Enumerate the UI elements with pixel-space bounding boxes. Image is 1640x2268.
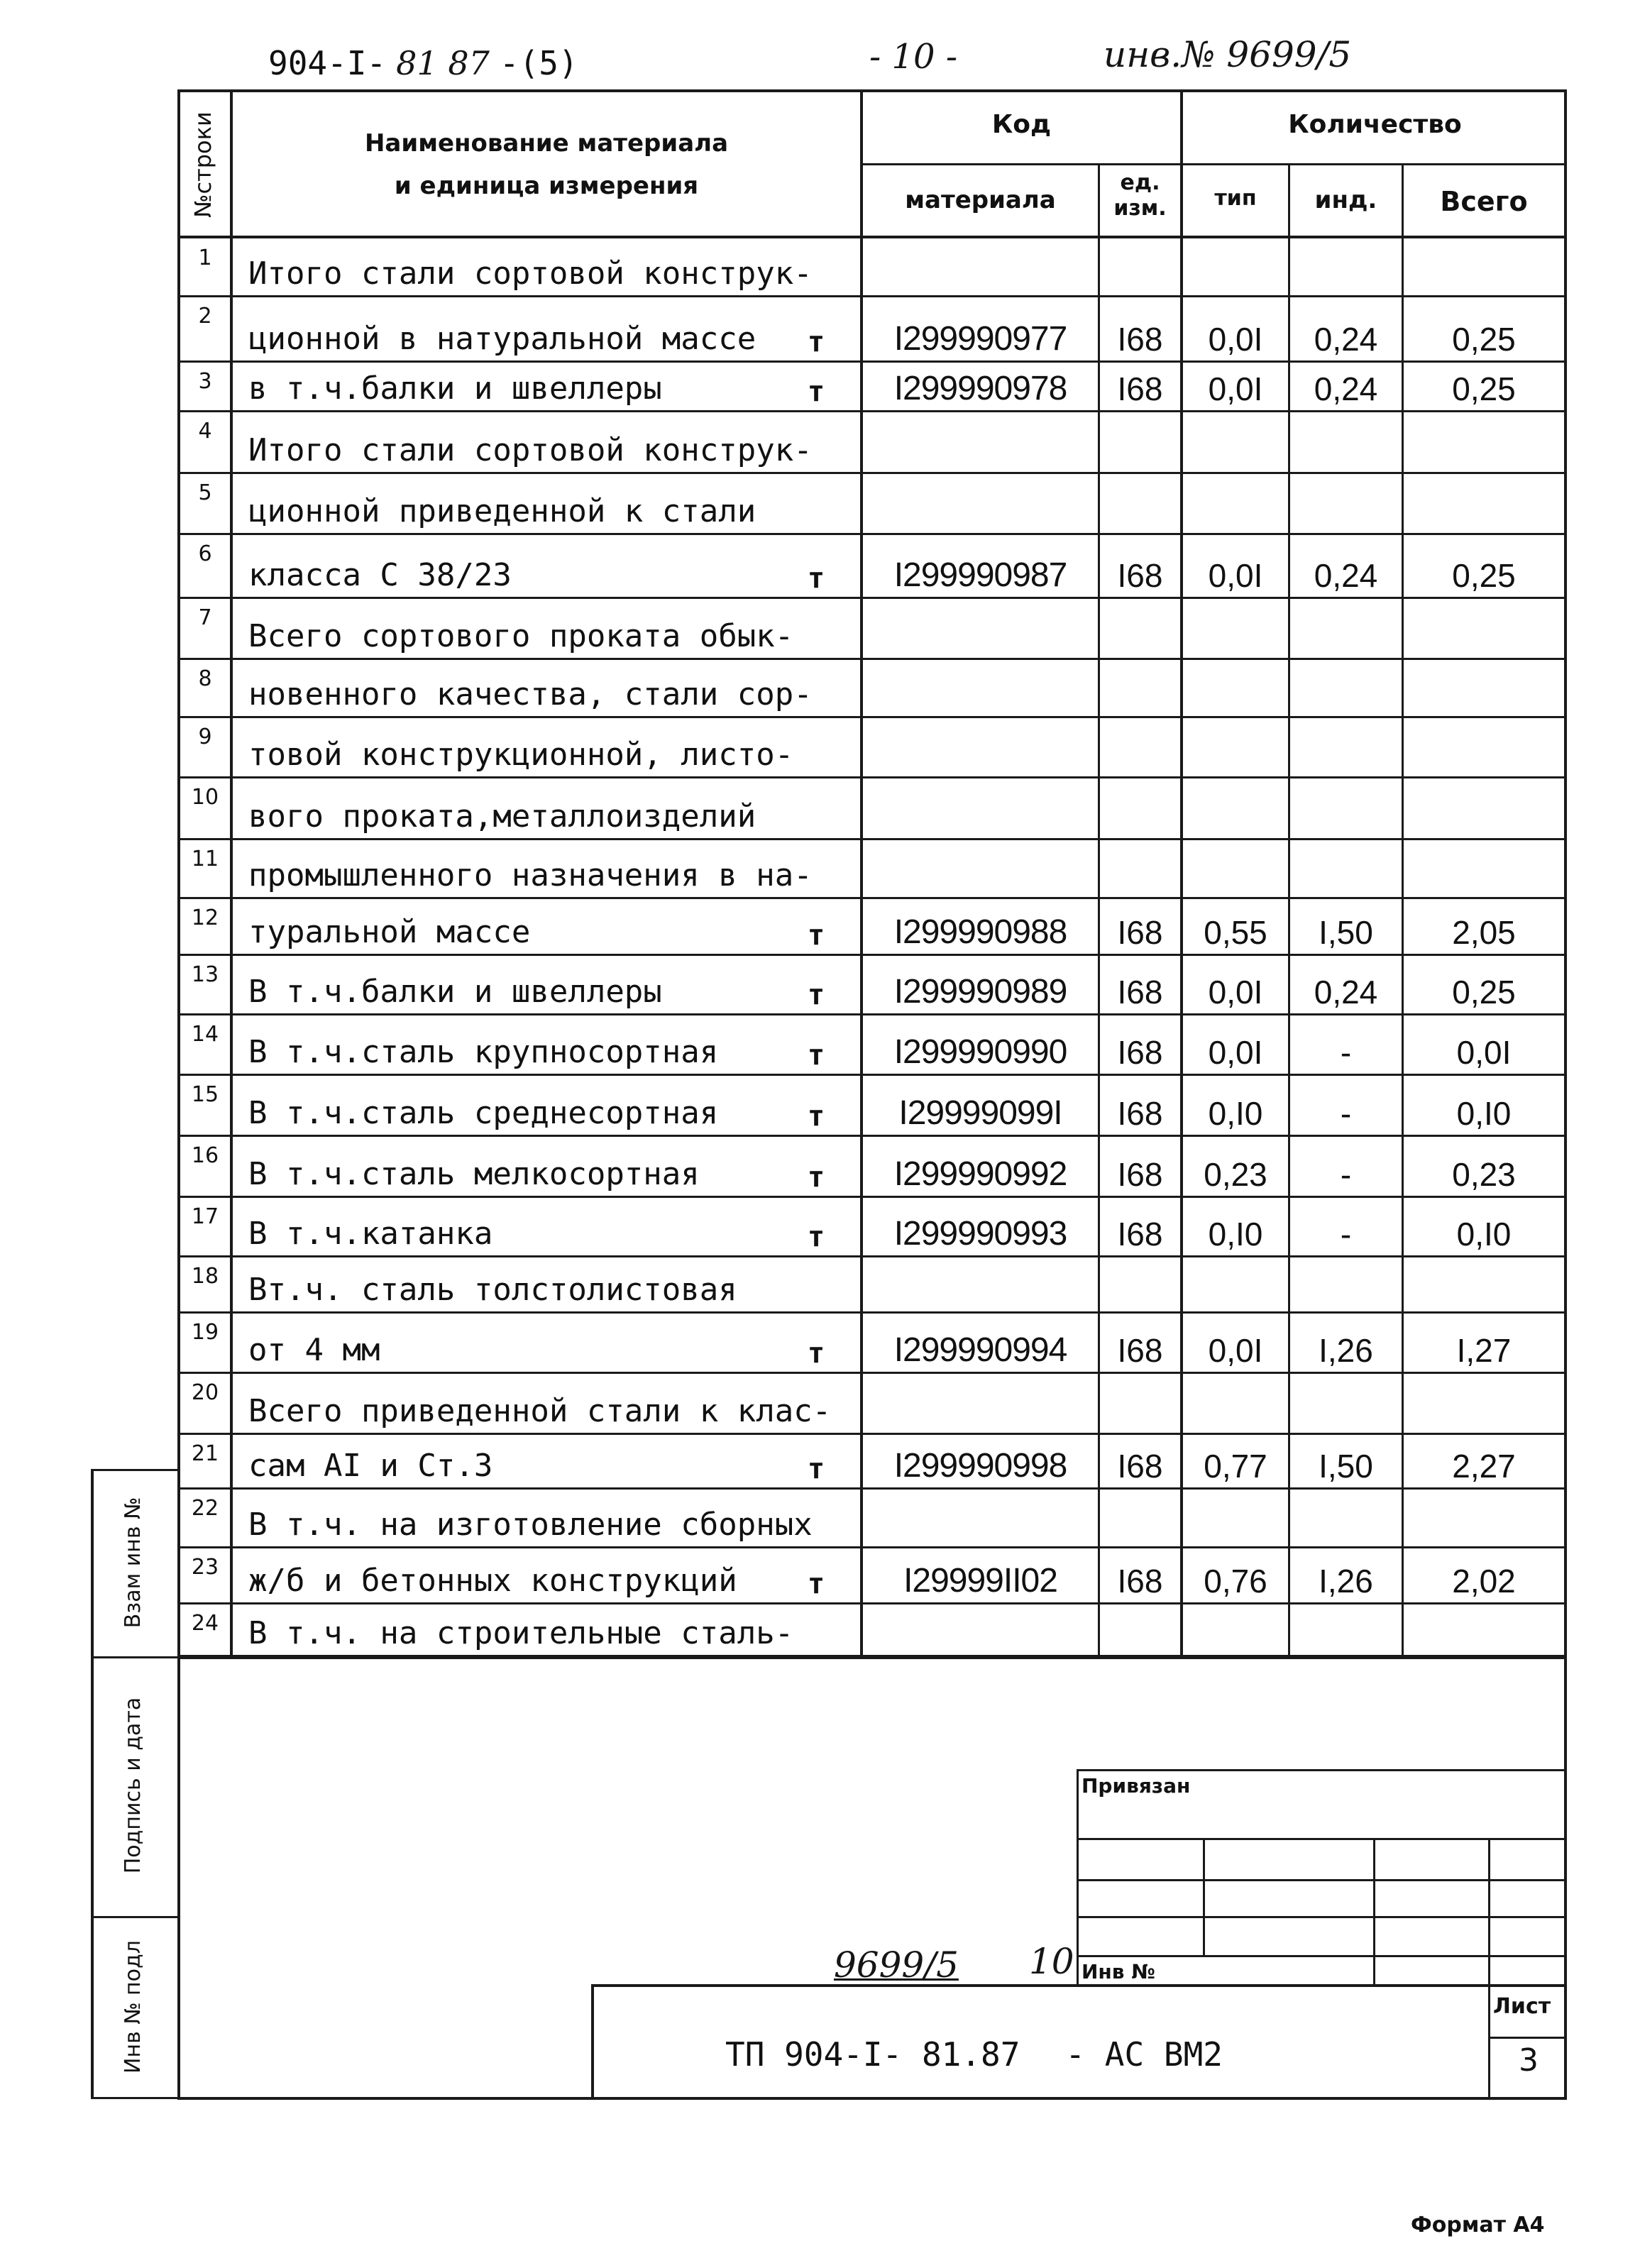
- row-tip: [1183, 431, 1288, 470]
- name-header-line2: и единица измерения: [394, 172, 699, 200]
- code-group-header: Код: [991, 110, 1052, 139]
- row-code: [863, 1392, 1098, 1431]
- replacement-inv-label: Взам инв №: [121, 1497, 145, 1629]
- row-ind: -: [1340, 1216, 1352, 1253]
- row-um: I68: [1117, 1563, 1163, 1600]
- row-code: I29999099I: [898, 1094, 1062, 1132]
- row-um: I68: [1117, 914, 1163, 951]
- row-ind: [1290, 1270, 1402, 1310]
- row-um: I68: [1117, 1095, 1163, 1132]
- row-um: I68: [1117, 1156, 1163, 1193]
- row-tip: [1183, 1614, 1288, 1653]
- row-ind: [1290, 797, 1402, 837]
- quantity-type-header: тип: [1214, 186, 1257, 211]
- row-unit: т: [807, 1337, 825, 1370]
- row-total: [1404, 1392, 1564, 1431]
- row-ind: 0,24: [1314, 974, 1378, 1011]
- row-name: В т.ч. на строительные сталь-: [248, 1615, 794, 1651]
- name-header-line1: Наименование материала: [364, 129, 729, 158]
- row-unit: т: [807, 326, 825, 358]
- row-number: 3: [198, 369, 212, 394]
- row-code: [863, 1614, 1098, 1653]
- row-name: ж/б и бетонных конструкций: [248, 1563, 737, 1599]
- doc-number: [268, 44, 578, 87]
- row-tip: [1183, 856, 1288, 896]
- row-um: I68: [1117, 1332, 1163, 1369]
- row-number: 22: [191, 1496, 219, 1521]
- row-name: Вт.ч. сталь толстолистовая: [248, 1272, 737, 1308]
- row-um: [1100, 1505, 1180, 1545]
- row-tip: [1183, 1505, 1288, 1545]
- row-tip: [1183, 617, 1288, 656]
- row-unit: т: [807, 1039, 825, 1072]
- row-ind: I,50: [1319, 1448, 1373, 1485]
- row-ind: [1290, 856, 1402, 896]
- row-ind: [1290, 617, 1402, 656]
- row-total: 0,25: [1452, 557, 1516, 594]
- row-name: ционной в натуральной массе: [248, 321, 756, 357]
- row-total: 2,05: [1452, 914, 1516, 951]
- document-code-suffix: - АС ВМ2: [1065, 2035, 1223, 2074]
- row-code: [863, 856, 1098, 896]
- row-unit: т: [807, 1453, 825, 1485]
- row-code: [863, 797, 1098, 837]
- sheet-number: 3: [1519, 2042, 1539, 2079]
- row-code: I299990977: [893, 320, 1067, 358]
- sheet-label: Лист: [1493, 1994, 1551, 2019]
- row-tip: [1183, 254, 1288, 294]
- row-tip: [1183, 735, 1288, 775]
- row-total: [1404, 431, 1564, 470]
- row-ind: -: [1340, 1156, 1352, 1193]
- row-name: В т.ч.сталь мелкосортная: [248, 1156, 700, 1192]
- row-ind: I,26: [1319, 1563, 1373, 1600]
- doc-number-suffix: -(5): [499, 44, 578, 82]
- row-name: В т.ч.сталь среднесортная: [248, 1095, 719, 1131]
- row-tip: 0,55: [1204, 914, 1267, 951]
- row-ind: I,50: [1319, 914, 1373, 951]
- row-ind: [1290, 735, 1402, 775]
- row-name: Итого стали сортовой конструк-: [248, 255, 813, 292]
- page-number: - 10 -: [869, 37, 958, 77]
- row-number: 23: [191, 1555, 219, 1580]
- row-ind: I,26: [1319, 1332, 1373, 1369]
- row-ind: [1290, 1614, 1402, 1653]
- row-unit: т: [807, 562, 825, 595]
- row-code: I299990994: [893, 1331, 1067, 1369]
- row-name: В т.ч.катанка: [248, 1216, 493, 1252]
- row-um: I68: [1117, 1034, 1163, 1071]
- row-um: [1100, 617, 1180, 656]
- row-number: 4: [198, 419, 212, 444]
- row-um: I68: [1117, 1448, 1163, 1485]
- row-code: [863, 254, 1098, 294]
- quantity-total-header: Всего: [1440, 186, 1528, 217]
- row-name: товой конструкционной, листо-: [248, 737, 794, 773]
- document-code: [725, 2035, 1223, 2074]
- row-tip: 0,0I: [1208, 370, 1263, 407]
- row-number: 14: [191, 1022, 219, 1047]
- row-total: 2,27: [1452, 1448, 1516, 1485]
- row-total: [1404, 1614, 1564, 1653]
- row-tip: [1183, 1270, 1288, 1310]
- row-total: 0,0I: [1456, 1034, 1512, 1071]
- row-total: 0,25: [1452, 321, 1516, 358]
- row-total: [1404, 1270, 1564, 1310]
- row-total: [1404, 856, 1564, 896]
- row-tip: [1183, 675, 1288, 715]
- row-number: 16: [191, 1143, 219, 1168]
- code-material-header: материала: [905, 186, 1056, 214]
- row-number: 7: [198, 605, 212, 630]
- quantity-group-header: Количество: [1288, 110, 1462, 139]
- row-code: I299990989: [893, 973, 1067, 1011]
- row-tip: [1183, 797, 1288, 837]
- handwritten-inventory: 9699/5: [834, 1944, 959, 1986]
- row-um: I68: [1117, 321, 1163, 358]
- row-um: [1100, 492, 1180, 532]
- doc-number-handwritten: 81 87: [396, 44, 490, 82]
- row-code: I29999II02: [903, 1562, 1057, 1600]
- row-ind: -: [1340, 1095, 1352, 1132]
- row-unit: т: [807, 1161, 825, 1194]
- row-code: I299990998: [893, 1447, 1067, 1485]
- row-code: [863, 1505, 1098, 1545]
- row-unit: т: [807, 1221, 825, 1253]
- row-code: [863, 735, 1098, 775]
- row-tip: [1183, 492, 1288, 532]
- row-name: вого проката,металлоизделий: [248, 798, 756, 835]
- row-name: Итого стали сортовой конструк-: [248, 432, 813, 468]
- row-name: В т.ч. на изготовление сборных: [248, 1507, 813, 1543]
- row-name: В т.ч.балки и швеллеры: [248, 974, 662, 1010]
- row-tip: 0,I0: [1208, 1095, 1263, 1132]
- row-number: 2: [198, 304, 212, 329]
- row-code: I299990988: [893, 913, 1067, 951]
- row-total: 2,02: [1452, 1563, 1516, 1600]
- row-name: В т.ч.сталь крупносортная: [248, 1034, 719, 1070]
- row-name: класса С 38/23: [248, 557, 512, 593]
- row-tip: 0,0I: [1208, 1034, 1263, 1071]
- inventory-handwritten: инв.№ 9699/5: [1104, 34, 1352, 75]
- row-total: [1404, 492, 1564, 532]
- row-name: от 4 мм: [248, 1332, 380, 1368]
- row-ind: [1290, 1392, 1402, 1431]
- row-ind: [1290, 254, 1402, 294]
- row-name: Всего сортового проката обык-: [248, 618, 794, 654]
- row-number: 12: [191, 905, 219, 930]
- row-tip: 0,0I: [1208, 974, 1263, 1011]
- row-total: I,27: [1456, 1332, 1512, 1369]
- row-um: [1100, 431, 1180, 470]
- signature-date-label: Подпись и дата: [121, 1697, 145, 1874]
- row-total: 0,23: [1452, 1156, 1516, 1193]
- row-name: туральной массе: [248, 914, 531, 950]
- row-number: 6: [198, 541, 212, 566]
- row-ind: -: [1340, 1034, 1352, 1071]
- row-unit: т: [807, 1100, 825, 1133]
- row-unit: т: [807, 1568, 825, 1600]
- row-number: 8: [198, 666, 212, 691]
- row-ind: 0,24: [1314, 321, 1378, 358]
- row-number: 18: [191, 1264, 219, 1289]
- row-total: [1404, 735, 1564, 775]
- row-code: I299990992: [893, 1155, 1067, 1193]
- inv-no-label: Инв №: [1082, 1960, 1155, 1983]
- row-total: [1404, 254, 1564, 294]
- row-um: I68: [1117, 557, 1163, 594]
- row-ind: [1290, 431, 1402, 470]
- row-unit: т: [807, 919, 825, 952]
- row-total: 0,I0: [1456, 1216, 1512, 1253]
- doc-number-prefix: 904-I-: [268, 44, 387, 82]
- row-ind: [1290, 1505, 1402, 1545]
- paper-format: Формат А4: [1411, 2213, 1545, 2237]
- row-ind: [1290, 675, 1402, 715]
- row-um: [1100, 735, 1180, 775]
- row-code: [863, 1270, 1098, 1310]
- row-number: 10: [191, 785, 219, 810]
- row-number: 19: [191, 1320, 219, 1345]
- row-um: [1100, 675, 1180, 715]
- row-tip: [1183, 1392, 1288, 1431]
- original-inv-label: Инв № подл: [121, 1940, 145, 2074]
- row-tip: 0,76: [1204, 1563, 1267, 1600]
- row-code: [863, 675, 1098, 715]
- attached-label: Привязан: [1082, 1774, 1191, 1798]
- row-name: ционной приведенной к стали: [248, 493, 756, 529]
- row-ind: 0,24: [1314, 557, 1378, 594]
- row-code: I299990978: [893, 370, 1067, 407]
- row-number: 11: [191, 847, 219, 871]
- row-number: 1: [198, 246, 212, 270]
- row-tip: 0,77: [1204, 1448, 1267, 1485]
- row-code: I299990990: [893, 1033, 1067, 1071]
- row-code: [863, 431, 1098, 470]
- row-tip: 0,0I: [1208, 321, 1263, 358]
- row-um: I68: [1117, 370, 1163, 407]
- row-um: I68: [1117, 1216, 1163, 1253]
- row-number: 20: [191, 1380, 219, 1405]
- row-number-header: №строки: [189, 111, 216, 218]
- row-code: [863, 617, 1098, 656]
- row-um: I68: [1117, 974, 1163, 1011]
- row-tip: 0,0I: [1208, 557, 1263, 594]
- row-code: [863, 492, 1098, 532]
- row-number: 15: [191, 1082, 219, 1107]
- row-number: 21: [191, 1441, 219, 1466]
- row-um: [1100, 797, 1180, 837]
- row-total: [1404, 617, 1564, 656]
- row-code: I299990993: [893, 1215, 1067, 1253]
- row-number: 13: [191, 962, 219, 987]
- row-name: в т.ч.балки и швеллеры: [248, 370, 662, 407]
- row-name: Всего приведенной стали к клас-: [248, 1393, 832, 1429]
- row-unit: т: [807, 979, 825, 1011]
- row-um: [1100, 1614, 1180, 1653]
- row-um: [1100, 1270, 1180, 1310]
- row-number: 5: [198, 480, 212, 505]
- row-unit: т: [807, 375, 825, 408]
- row-total: [1404, 1505, 1564, 1545]
- row-um: [1100, 1392, 1180, 1431]
- row-total: 0,I0: [1456, 1095, 1512, 1132]
- row-ind: 0,24: [1314, 370, 1378, 407]
- row-code: I299990987: [893, 556, 1067, 594]
- row-number: 17: [191, 1204, 219, 1229]
- row-um: [1100, 856, 1180, 896]
- row-total: [1404, 797, 1564, 837]
- handwritten-sheet-count: 10: [1029, 1941, 1074, 1982]
- row-name: сам АI и Ст.3: [248, 1448, 493, 1484]
- row-total: 0,25: [1452, 370, 1516, 407]
- document-code-text: ТП 904-I- 81.87: [725, 2035, 1020, 2074]
- row-tip: 0,23: [1204, 1156, 1267, 1193]
- quantity-ind-header: инд.: [1314, 186, 1377, 214]
- row-number: 24: [191, 1611, 219, 1636]
- row-um: [1100, 254, 1180, 294]
- row-total: 0,25: [1452, 974, 1516, 1011]
- code-unit-header: ед. изм.: [1113, 170, 1167, 221]
- row-ind: [1290, 492, 1402, 532]
- row-total: [1404, 675, 1564, 715]
- row-tip: 0,0I: [1208, 1332, 1263, 1369]
- row-tip: 0,I0: [1208, 1216, 1263, 1253]
- row-name: новенного качества, стали сор-: [248, 676, 813, 712]
- row-number: 9: [198, 725, 212, 749]
- row-name: промышленного назначения в на-: [248, 857, 813, 893]
